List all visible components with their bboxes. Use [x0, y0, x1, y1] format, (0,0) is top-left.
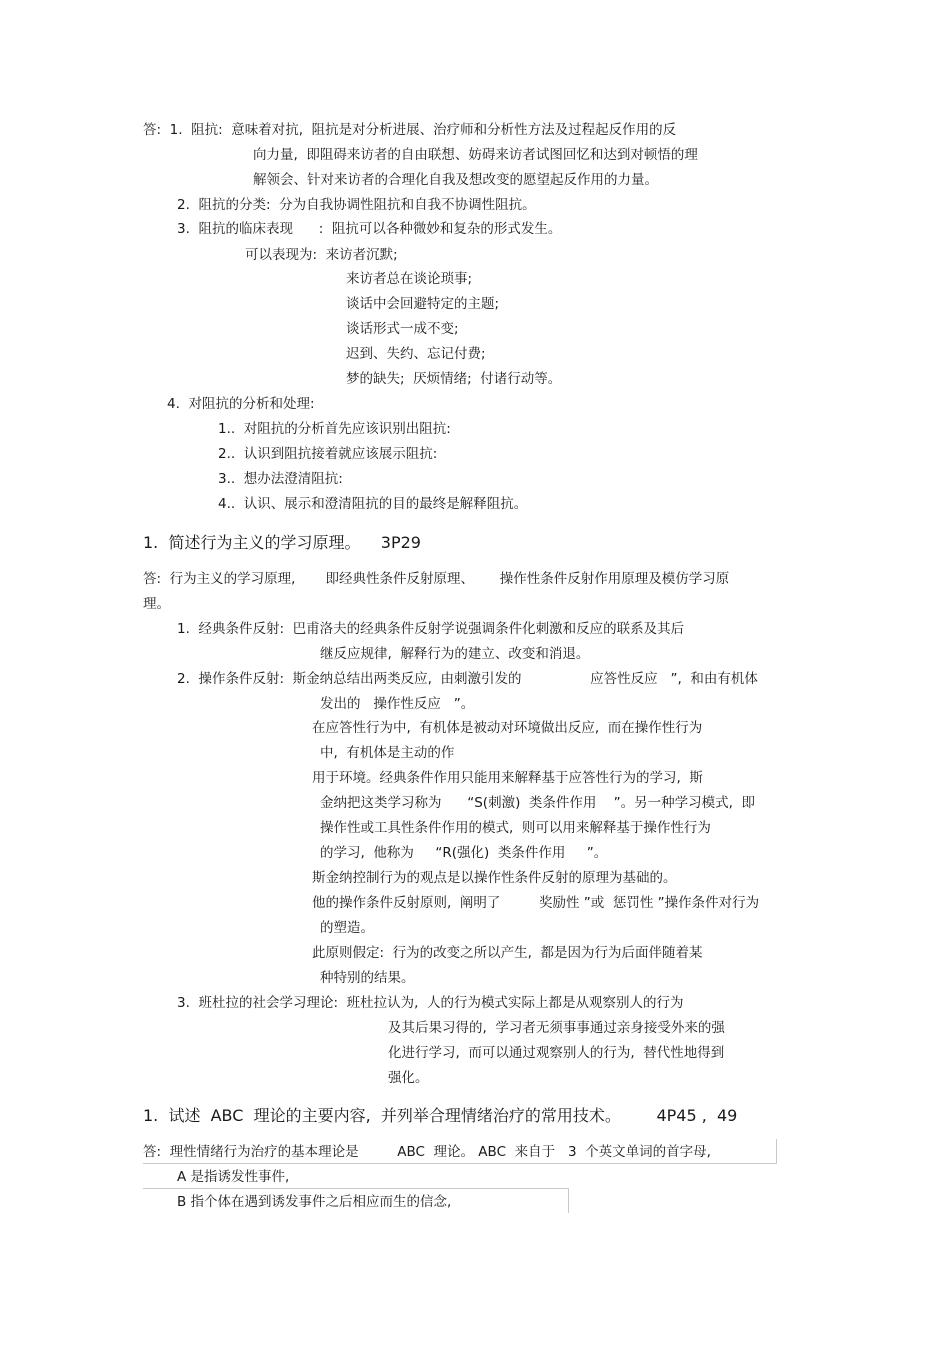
operant-conditioning-line-3: 在应答性行为中, 有机体是被动对环境做出反应, 而在操作性行为 — [312, 720, 703, 736]
resistance-manifest-item-2: 来访者总在谈论琐事; — [346, 271, 473, 287]
abc-answer-line-3: B 指个体在遇到诱发事件之后相应而生的信念, — [177, 1194, 452, 1210]
operant-conditioning-line-13: 种特别的结果。 — [320, 970, 415, 986]
resistance-manifest-item-3: 谈话中会回避特定的主题; — [346, 296, 500, 312]
resistance-analysis-step-1: 1.. 对阻抗的分析首先应该识别出阻抗: — [218, 421, 451, 437]
classical-conditioning-line-1: 1. 经典条件反射: 巴甫洛夫的经典条件反射学说强调条件化刺激和反应的联系及其后 — [177, 621, 685, 637]
abc-question-heading: 1. 试述 ABC 理论的主要内容, 并列举合理情绪治疗的常用技术。 4P45 , 49 — [143, 1106, 738, 1125]
resistance-manifest-item-1: 可以表现为: 来访者沉默; — [245, 247, 398, 263]
behaviorism-answer-line-1: 答: 行为主义的学习原理, 即经典性条件反射原理、 操作性条件反射作用原理及模仿学习原 — [143, 571, 730, 587]
resistance-clinical-manifestation: 3. 阻抗的临床表现 : 阻抗可以各种微妙和复杂的形式发生。 — [177, 221, 562, 237]
table-border-horizontal-2 — [143, 1188, 569, 1189]
social-learning-line-1: 3. 班杜拉的社会学习理论: 班杜拉认为, 人的行为模式实际上都是从观察别人的行为 — [177, 995, 684, 1011]
operant-conditioning-line-8: 的学习, 他称为 “R(强化) 类条件作用 ”。 — [320, 845, 608, 861]
operant-conditioning-line-6: 金纳把这类学习称为 “S(刺激) 类条件作用 ”。另一种学习模式, 即 — [320, 795, 755, 811]
resistance-manifest-item-5: 迟到、失约、忘记付费; — [346, 346, 486, 362]
operant-conditioning-line-2: 发出的 操作性反应 ”。 — [320, 696, 475, 712]
resistance-analysis-heading: 4. 对阻抗的分析和处理: — [167, 396, 315, 412]
abc-answer-line-2: A 是指诱发性事件, — [177, 1169, 290, 1185]
social-learning-line-4: 强化。 — [388, 1070, 429, 1086]
operant-conditioning-line-5: 用于环境。经典条件作用只能用来解释基于应答性行为的学习, 斯 — [312, 770, 703, 786]
operant-conditioning-line-1: 2. 操作条件反射: 斯金纳总结出两类反应, 由刺激引发的 应答性反应 ”, 和由有机体 — [177, 671, 758, 687]
resistance-analysis-step-3: 3.. 想办法澄清阻抗: — [218, 471, 343, 487]
classical-conditioning-line-2: 继反应规律, 解释行为的建立、改变和消退。 — [320, 646, 590, 662]
table-border-horizontal-1 — [143, 1163, 777, 1164]
resistance-analysis-step-2: 2.. 认识到阻抗接着就应该展示阻抗: — [218, 446, 438, 462]
resistance-answer-line-1: 答: 1. 阻抗: 意味着对抗, 阻抗是对分析进展、治疗师和分析性方法及过程起反作用的反 — [143, 122, 677, 138]
table-border-right-1 — [776, 1139, 777, 1163]
operant-conditioning-line-11: 的塑造。 — [320, 920, 374, 936]
resistance-classification: 2. 阻抗的分类: 分为自我协调性阻抗和自我不协调性阻抗。 — [177, 197, 536, 213]
social-learning-line-3: 化进行学习, 而可以通过观察别人的行为, 替代性地得到 — [388, 1045, 725, 1061]
resistance-analysis-step-4: 4.. 认识、展示和澄清阻抗的目的最终是解释阻抗。 — [218, 496, 528, 512]
operant-conditioning-line-12: 此原则假定: 行为的改变之所以产生, 都是因为行为后面伴随着某 — [312, 945, 703, 961]
operant-conditioning-line-4: 中, 有机体是主动的作 — [320, 745, 455, 761]
behaviorism-question-heading: 1. 简述行为主义的学习原理。 3P29 — [143, 533, 421, 552]
abc-answer-line-1: 答: 理性情绪行为治疗的基本理论是 ABC 理论。 ABC 来自于 3 个英文单词的首字母, — [143, 1144, 711, 1160]
operant-conditioning-line-10: 他的操作条件反射原则, 阐明了 奖励性 ”或 惩罚性 ”操作条件对行为 — [312, 895, 760, 911]
behaviorism-answer-line-2: 理。 — [143, 596, 170, 612]
resistance-answer-line-2: 向力量, 即阻碍来访者的自由联想、妨碍来访者试图回忆和达到对顿悟的理 — [253, 147, 698, 163]
operant-conditioning-line-9: 斯金纳控制行为的观点是以操作性条件反射的原理为基础的。 — [312, 870, 677, 886]
resistance-manifest-item-4: 谈话形式一成不变; — [346, 321, 459, 337]
resistance-answer-line-3: 解领会、针对来访者的合理化自我及想改变的愿望起反作用的力量。 — [253, 172, 658, 188]
operant-conditioning-line-7: 操作性或工具性条件作用的模式, 则可以用来解释基于操作性行为 — [320, 820, 711, 836]
resistance-manifest-item-6: 梦的缺失; 厌烦情绪; 付诸行动等。 — [346, 371, 562, 387]
social-learning-line-2: 及其后果习得的, 学习者无须事事通过亲身接受外来的强 — [388, 1020, 725, 1036]
table-border-right-2 — [568, 1188, 569, 1213]
